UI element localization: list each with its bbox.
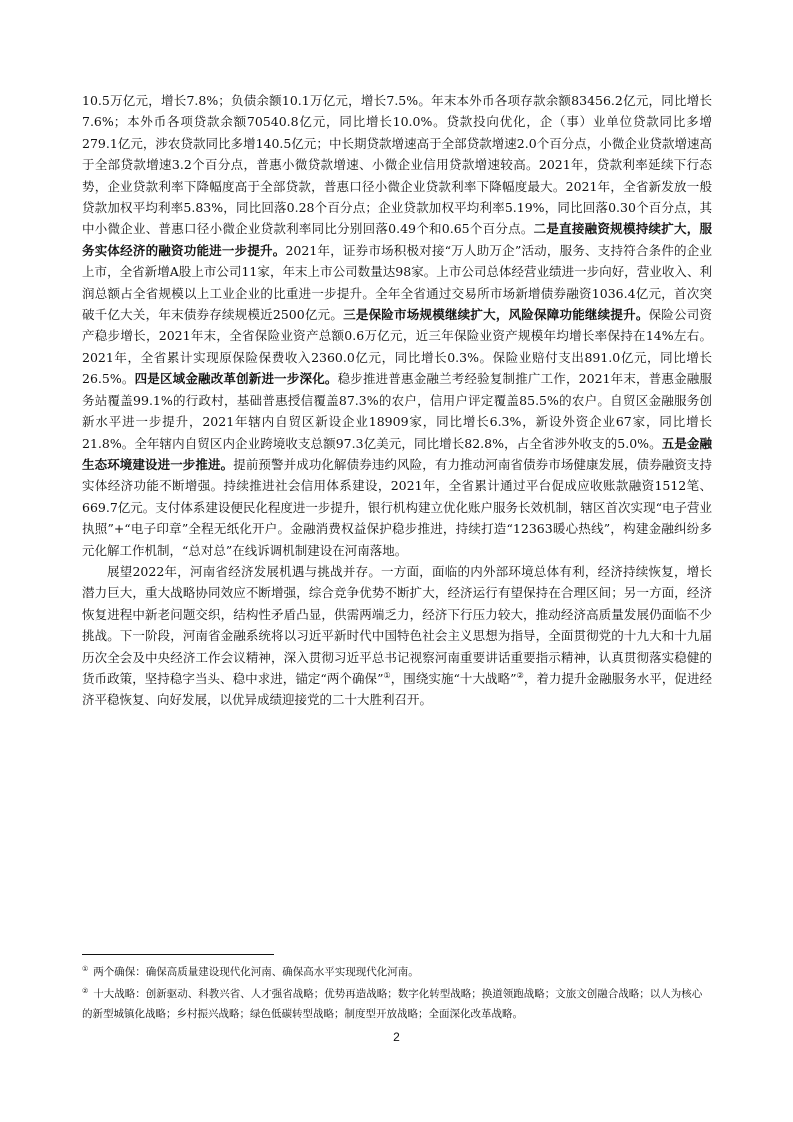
- paragraph-text: 10.5万亿元，增长7.8%；负债余额10.1万亿元，增长7.5%。年末本外币各项存款余额83456.2亿元，同比增长7.6%；本外币各项贷款余额70540.8亿元，同比增长10.0%。贷款投向优化，企（事）业单位贷款同比多增279.1亿元，涉农贷款同比多增140.5亿元；中长期贷款增速高于全部贷款增速2.0个百分点，小微企业贷款增速高于全部贷款增速3.2个百分点，普惠小微贷款增速、小微企业信用贷款增速较高。2021年，贷款利率延续下行态势，企业贷款利率下降幅度高于全部贷款，普惠口径小微企业贷款利率下降幅度最大。2021年，全省新发放一般贷款加权平均利率5.83%，同比回落0.28个百分点；企业贷款加权平均利率5.19%，同比回落0.30个百分点，其中小微企业、普惠口径小微企业贷款利率同比分别回落0.49个和0.65个百分点。: [82, 93, 712, 237]
- bold-heading-direct-financing: 二是直接融资规模持续扩大，服务实体经济的融资功能进一步提升。: [82, 221, 712, 258]
- bold-heading-insurance: 三是保险市场规模继续扩大，风险保障功能继续提升。: [343, 307, 649, 323]
- footnote-mark: ①: [82, 964, 89, 973]
- footnote-reference-2[interactable]: ②: [516, 670, 524, 680]
- footnote-text: 两个确保：确保高质量建设现代化河南、确保高水平实现现代化河南。: [93, 966, 419, 978]
- paragraph-outlook: [82, 561, 712, 711]
- page-number: 2: [393, 1030, 400, 1044]
- footnote-2: [82, 984, 712, 1024]
- paragraph-text: ，围绕实施“十大战略”: [390, 670, 517, 686]
- footnotes: [82, 962, 712, 1026]
- body-text: [82, 90, 712, 711]
- paragraph-text: 2021年，证券市场积极对接“万人助万企”活动，服务、支持符合条件的企业上市，全省新增A股上市公司11家，年末上市公司数量达98家。上市公司总体经营业绩进一步向好，营业收入、利润总额占全省规模以上工业企业的比重进一步提升。全年全省通过交易所市场新增债券融资1036.4亿元，首次突破千亿大关，年末债券存续规模近2500亿元。: [82, 242, 712, 323]
- footnote-text: 十大战略：创新驱动、科教兴省、人才强省战略；优势再造战略；数字化转型战略；换道领跑战略；文旅文创融合战略；以人为核心的新型城镇化战略；乡村振兴战略；绿色低碳转型战略；制度型开放战略；全面深化改革战略。: [82, 988, 703, 1020]
- footnote-1: [82, 962, 712, 982]
- bold-heading-ecology: 五是金融生态环境建设进一步推进。: [82, 435, 712, 472]
- paragraph-text: ，着力提升金融服务水平，促进经济平稳恢复、向好发展，以优异成绩迎接党的二十大胜利召开。: [82, 670, 713, 708]
- paragraph-financial-review: [82, 90, 712, 561]
- paragraph-text: 展望2022年，河南省经济发展机遇与挑战并存。一方面，面临的内外部环境总体有利，经济持续恢复，增长潜力巨大，重大战略协同效应不断增强，综合竞争优势不断扩大，经济运行有望保持在合理区间；另一方面，经济恢复进程中新老问题交织，结构性矛盾凸显，供需两端乏力，经济下行压力较大，推动经济高质量发展仍面临不少挑战。下一阶段，河南省金融系统将以习近平新时代中国特色社会主义思想为指导，全面贯彻党的十九大和十九届历次全会及中央经济工作会议精神，深入贯彻习近平总书记视察河南重要讲话重要指示精神，认真贯彻落实稳健的货币政策，坚持稳字当头、稳中求进，锚定“两个确保”: [82, 563, 712, 686]
- bold-heading-reform: 四是区域金融改革创新进一步深化。: [134, 371, 338, 387]
- footnote-reference-1[interactable]: ①: [383, 670, 391, 680]
- paragraph-text: 稳步推进普惠金融兰考经验复制推广工作，2021年末，普惠金融服务站覆盖99.1%的行政村，基础普惠授信覆盖87.3%的农户，信用户评定覆盖85.5%的农户。自贸区金融服务创新水平进一步提升，2021年辖内自贸区新设企业18909家，同比增长6.3%，新设外资企业67家，同比增长21.8%。全年辖内自贸区内企业跨境收支总额97.3亿美元，同比增长82.8%，占全省涉外收支的5.0%。: [82, 371, 712, 451]
- footnote-divider: [82, 954, 274, 955]
- paragraph-text: 提前预警并成功化解债券违约风险，有力推动河南省债券市场健康发展，债券融资支持实体经济功能不断增强。持续推进社会信用体系建设，2021年，全省累计通过平台促成应收账款融资1512笔、669.7亿元。支付体系建设便民化程度进一步提升，银行机构建立优化账户服务长效机制，辖区首次实现“电子营业执照”+“电子印章”全程无纸化开户。金融消费权益保护稳步推进，持续打造“12363暖心热线”，构建金融纠纷多元化解工作机制，“总对总”在线诉调机制建设在河南落地。: [82, 456, 712, 558]
- footnote-mark: ②: [82, 986, 89, 995]
- paragraph-text: 保险公司资产稳步增长，2021年末，全省保险业资产总额0.6万亿元，近三年保险业资产规模年均增长率保持在14%左右。2021年，全省累计实现原保险保费收入2360.0亿元，同比增长0.3%。保险业赔付支出891.0亿元，同比增长26.5%。: [82, 307, 712, 387]
